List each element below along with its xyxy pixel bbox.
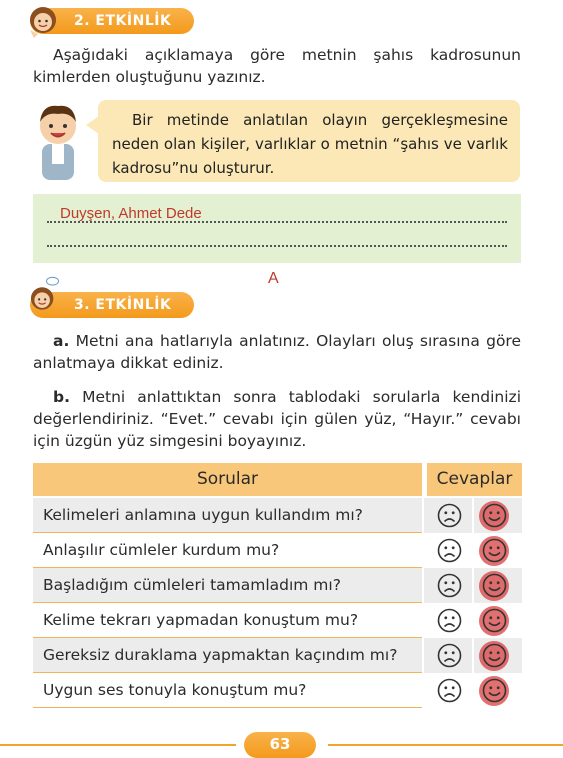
answer-cell — [427, 498, 522, 533]
activity3-item-a — [33, 330, 521, 374]
table-row — [33, 568, 522, 603]
table-header-questions: Sorular — [33, 463, 422, 496]
item-a-letter: a. — [53, 332, 70, 350]
sad-face-icon[interactable] — [437, 573, 462, 598]
item-a-text: Metni ana hatlarıyla anlatınız. Olayları oluş sırasına göre anlatmaya dikkat ediniz. — [33, 332, 521, 372]
table-row — [33, 603, 522, 638]
sad-face-icon[interactable] — [437, 678, 462, 703]
sad-face-icon[interactable] — [437, 643, 462, 668]
column-divider — [422, 463, 424, 709]
happy-face-icon[interactable] — [482, 608, 507, 633]
table-header-answers: Cevaplar — [427, 463, 522, 496]
girl-thinking-mascot-icon — [24, 276, 62, 314]
activity3-item-b — [33, 386, 521, 452]
happy-face-icon[interactable] — [482, 538, 507, 563]
question-cell: Kelimeleri anlamına uygun kullandım mı? — [33, 498, 422, 533]
sad-face-icon[interactable] — [437, 503, 462, 528]
question-cell: Gereksiz duraklama yapmaktan kaçındım mı? — [33, 638, 422, 673]
answer-cell — [427, 533, 522, 568]
table-row — [33, 673, 522, 708]
question-cell: Başladığım cümleleri tamamladım mı? — [33, 568, 422, 603]
question-cell: Kelime tekrarı yapmadan konuştum mu? — [33, 603, 422, 638]
page-number: 63 — [244, 732, 316, 758]
question-cell: Anlaşılır cümleler kurdum mu? — [33, 533, 422, 568]
speech-bubble — [98, 100, 520, 182]
girl-mascot-icon — [24, 2, 62, 40]
table-row — [33, 498, 522, 533]
item-b-text: Metni anlattıktan sonra tablodaki sorularla kendinizi değerlendiriniz. “Evet.” cevabı için gülen yüz, “Hayır.” cevabı için üzgün yüz simgesini boyayınız. — [33, 388, 521, 450]
item-b-letter: b. — [53, 388, 70, 406]
boy-avatar-icon — [30, 100, 86, 182]
handwritten-answer: Duyşen, Ahmet Dede — [60, 205, 202, 222]
sad-face-icon[interactable] — [437, 608, 462, 633]
answer-cell — [427, 603, 522, 638]
column-divider — [472, 498, 474, 708]
activity3-title: 3. ETKİNLİK — [74, 297, 172, 313]
footer-line-left — [0, 744, 236, 746]
dotted-line-2 — [47, 244, 507, 247]
happy-face-icon[interactable] — [482, 503, 507, 528]
question-cell: Uygun ses tonuyla konuştum mu? — [33, 673, 422, 708]
table-row — [33, 638, 522, 673]
answer-cell — [427, 638, 522, 673]
table-row — [33, 533, 522, 568]
answer-cell — [427, 568, 522, 603]
margin-mark: A — [268, 270, 279, 287]
footer-line-right — [328, 744, 563, 746]
activity2-instruction: Aşağıdaki açıklamaya göre metnin şahıs kadrosunun kimlerden oluştuğunu yazınız. — [33, 46, 521, 86]
happy-face-icon[interactable] — [482, 643, 507, 668]
happy-face-icon[interactable] — [482, 678, 507, 703]
bubble-text: Bir metinde anlatılan olayın gerçekleşmesine neden olan kişiler, varlıklar o metnin “şahıs ve varlık kadrosu”nu oluşturur. — [112, 111, 508, 177]
answer-cell — [427, 673, 522, 708]
sad-face-icon[interactable] — [437, 538, 462, 563]
activity2-title: 2. ETKİNLİK — [74, 13, 172, 29]
happy-face-icon[interactable] — [482, 573, 507, 598]
